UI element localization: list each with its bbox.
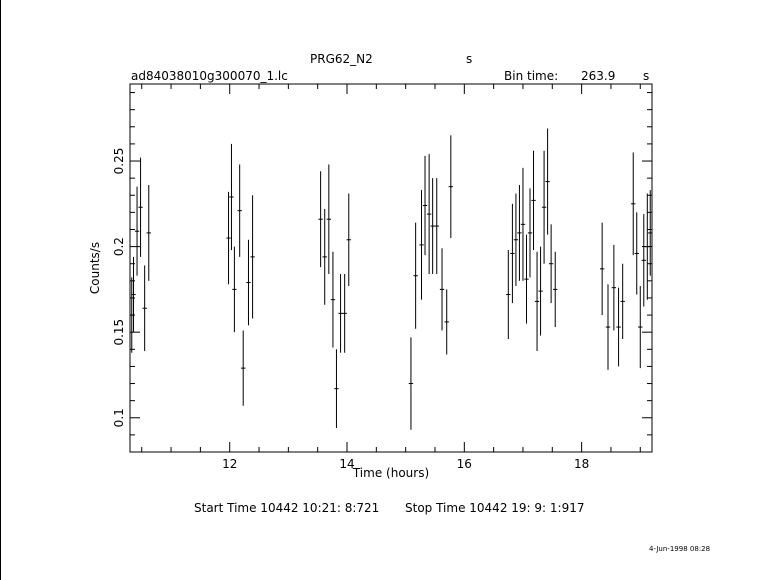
bin-time-label: Bin time: <box>504 69 559 83</box>
data-point <box>331 252 335 348</box>
bin-time-unit: s <box>643 69 650 83</box>
data-point <box>427 154 431 274</box>
start-time: Start Time 10442 10:21: 8:721 <box>194 501 380 515</box>
y-tick-label: 0.15 <box>112 318 126 346</box>
data-point <box>517 185 521 281</box>
data-point <box>506 250 510 339</box>
data-point <box>229 144 233 250</box>
data-point <box>430 178 434 274</box>
data-point <box>600 223 604 315</box>
plot-frame <box>130 84 652 452</box>
x-tick-label: 12 <box>222 457 238 471</box>
y-tick-label: 0.1 <box>112 408 126 428</box>
x-tick-label: 18 <box>573 457 590 471</box>
y-tick-label: 0.2 <box>112 237 126 257</box>
data-point <box>545 129 549 235</box>
data-point <box>638 286 642 368</box>
y-tick-label: 0.25 <box>112 147 126 175</box>
data-point <box>238 164 242 256</box>
data-point <box>538 247 542 336</box>
data-point <box>435 178 439 274</box>
data-point <box>531 151 535 250</box>
tick-labels <box>112 148 589 471</box>
data-point <box>635 212 639 294</box>
data-point <box>327 164 331 274</box>
x-axis-label: Time (hours) <box>352 466 430 480</box>
data-point <box>510 204 514 303</box>
data-point <box>621 264 625 339</box>
data-point <box>449 135 453 238</box>
data-point <box>616 288 620 367</box>
data-point <box>524 235 528 324</box>
data-point <box>409 337 413 429</box>
data-point <box>135 187 139 276</box>
data-points <box>130 129 653 430</box>
data-point <box>542 151 546 264</box>
data-point <box>241 330 245 405</box>
data-point <box>423 156 427 255</box>
data-point <box>250 195 254 318</box>
data-point <box>334 349 338 428</box>
data-point <box>347 194 351 286</box>
data-point <box>246 240 250 326</box>
data-point <box>645 194 649 300</box>
bin-time-value: 263.9 <box>581 69 616 83</box>
data-point <box>528 188 532 277</box>
data-point <box>514 194 518 286</box>
x-tick-label: 16 <box>456 457 472 471</box>
data-point <box>419 190 423 300</box>
data-point <box>553 252 557 327</box>
data-point <box>612 245 616 331</box>
data-point <box>642 214 646 306</box>
data-point <box>342 274 346 353</box>
y-axis-label: Counts/s <box>88 241 102 295</box>
data-point <box>232 247 236 333</box>
data-point <box>226 192 230 284</box>
data-point <box>521 168 525 281</box>
data-point <box>631 152 635 255</box>
data-point <box>318 171 322 267</box>
data-point <box>138 158 142 257</box>
lightcurve-filename: ad84038010g300070_1.lc <box>131 69 288 83</box>
data-point <box>606 284 610 370</box>
data-point <box>323 209 327 305</box>
data-point <box>413 223 417 329</box>
date-stamp: 4-Jun-1998 08:28 <box>649 545 711 553</box>
object-name: PRG62_N2 <box>310 52 373 66</box>
data-point <box>549 224 553 303</box>
data-point <box>142 265 146 351</box>
object-unit: s <box>466 52 473 66</box>
data-point <box>338 274 342 353</box>
data-point <box>535 252 539 351</box>
data-point <box>440 248 444 330</box>
axis-ticks <box>130 84 652 452</box>
stop-time: Stop Time 10442 19: 9: 1:917 <box>405 501 585 515</box>
data-point <box>445 289 449 354</box>
x-tick-label: 14 <box>339 457 355 471</box>
data-point <box>147 185 151 281</box>
